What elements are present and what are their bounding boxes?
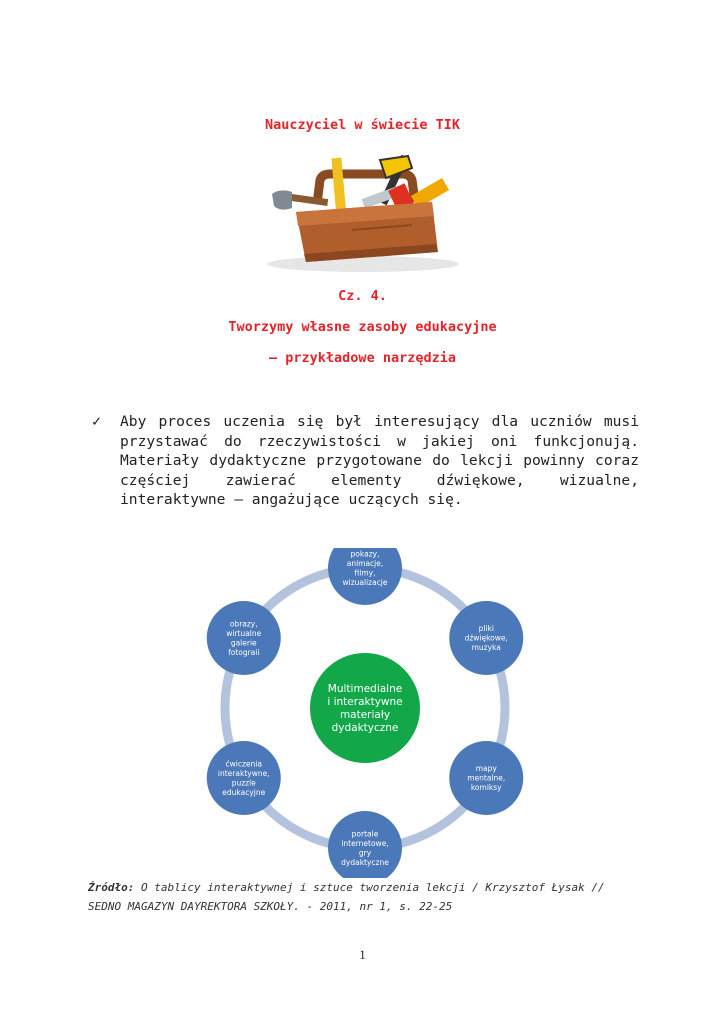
page-number: 1 <box>359 947 366 962</box>
outer-node-2-text-line-3: muzyka <box>471 643 501 653</box>
subtitle-line-1: Tworzymy własne zasoby edukacyjne <box>228 319 497 335</box>
center-node-text-line-4: dydaktyczne <box>331 722 399 735</box>
outer-node-5-text-line-3: puzzle <box>231 778 256 788</box>
outer-node-6-text-line-3: galerie <box>230 638 257 648</box>
outer-node-5-text-line-1: ćwiczenia <box>225 759 262 769</box>
outer-node-5 <box>207 741 281 815</box>
outer-node-1-text-line-3: filmy, <box>354 568 376 578</box>
outer-node-2-text-line-2: dźwiękowe, <box>464 633 508 643</box>
center-node-text-line-3: materiały <box>339 709 391 722</box>
outer-node-2 <box>449 601 523 675</box>
outer-node-1 <box>328 548 402 605</box>
outer-node-1-text-line-4: wizualizacje <box>342 577 388 587</box>
outer-node-1-text-line-2: animacje, <box>346 558 384 568</box>
source-line-2: SEDNO MAGAZYN DAYREKTORA SZKOŁY. - 2011, nr 1, s. 22-25 <box>88 900 453 913</box>
outer-node-4-text-line-1: portale <box>351 829 379 839</box>
document-title: Nauczyciel w świecie TIK <box>264 117 461 133</box>
center-node-text-line-1: Multimedialne <box>327 683 403 696</box>
source-line-1: O tablicy interaktywnej i sztuce tworzenia lekcji / Krzysztof Łysak // <box>140 881 605 894</box>
outer-node-5-text-line-4: edukacyjne <box>222 787 266 797</box>
outer-node-4-text-line-2: internetowe, <box>341 838 389 848</box>
center-node-text-line-2: i interaktywne <box>327 696 403 709</box>
outer-node-6-text-line-1: obrazy, <box>229 619 258 629</box>
outer-node-2-text-line-1: pliki <box>478 624 494 634</box>
outer-node-4 <box>328 811 402 878</box>
toolbox-icon <box>262 152 464 274</box>
subtitle-line-2: – przykładowe narzędzia <box>269 350 456 366</box>
outer-node-6 <box>207 601 281 675</box>
part-number: Cz. 4. <box>338 288 387 304</box>
outer-node-3 <box>449 741 523 815</box>
outer-node-5-text-line-2: interaktywne, <box>217 768 270 778</box>
source-label: Źródło: <box>88 881 135 894</box>
checkmark-icon: ✓ <box>92 412 102 430</box>
bullet-item <box>92 412 640 510</box>
bullet-text: Aby proces uczenia się był interesujący dla uczniów musi przystawać do rzeczywistości w jakiej oni funkcjonują. Materiały dydaktyczne przygotowane do lekcji powinny coraz częściej zawierać elementy dźwiękowe, wizualne, interaktywne – angażujące uczących się. <box>120 413 639 508</box>
outer-node-3-text-line-3: komiksy <box>470 783 502 793</box>
outer-node-1-text-line-1: pokazy, <box>350 549 380 559</box>
outer-node-3-text-line-1: mapy <box>475 764 497 774</box>
center-node <box>310 653 420 763</box>
outer-node-3-text-line-2: mentalne, <box>467 773 506 783</box>
outer-node-6-text-line-4: fotograii <box>228 647 260 657</box>
outer-node-4-text-line-3: gry <box>358 848 372 858</box>
source-citation <box>88 878 648 916</box>
outer-node-4-text-line-4: dydaktyczne <box>341 857 389 867</box>
outer-node-6-text-line-2: wirtualne <box>226 628 262 638</box>
cycle-diagram <box>200 548 540 878</box>
